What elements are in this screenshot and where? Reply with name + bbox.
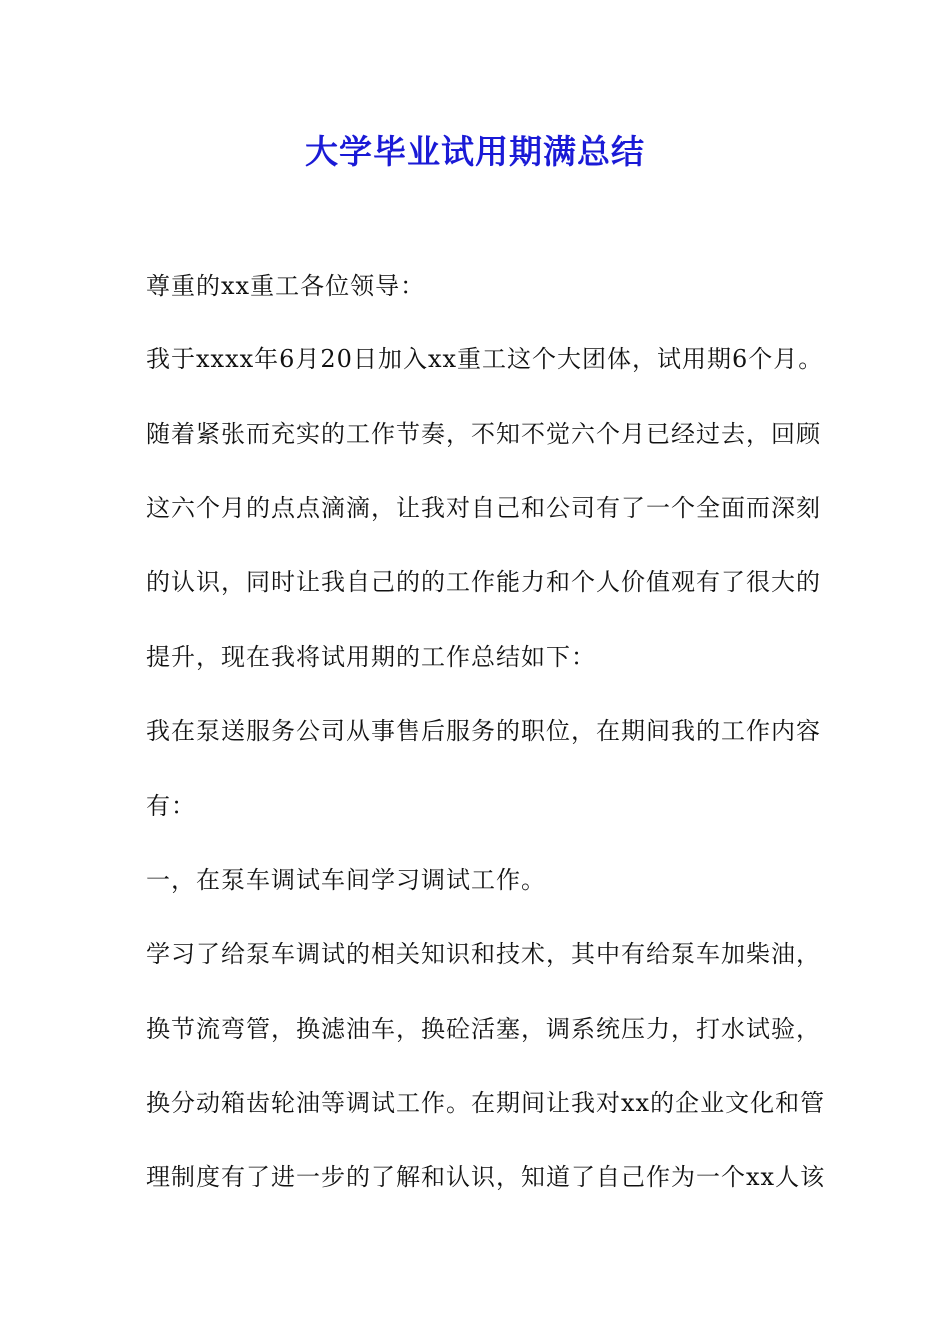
text-line: 有： xyxy=(146,792,196,820)
text-line: 我在泵送服务公司从事售后服务的职位，在期间我的工作内容 xyxy=(146,717,821,745)
text-line: 的认识，同时让我自己的的工作能力和个人价值观有了很大的 xyxy=(146,568,821,596)
text-line: 换节流弯管，换滤油车，换砼活塞，调系统压力，打水试验， xyxy=(146,1015,821,1043)
text-line: 学习了给泵车调试的相关知识和技术，其中有给泵车加柴油， xyxy=(146,940,821,968)
text-line-greeting: 尊重的xx重工各位领导： xyxy=(146,272,426,300)
text-line: 提升，现在我将试用期的工作总结如下： xyxy=(146,643,596,671)
text-line: 这六个月的点点滴滴，让我对自己和公司有了一个全面而深刻 xyxy=(146,494,821,522)
document-title: 大学毕业试用期满总结 xyxy=(305,132,645,171)
text-line: 换分动箱齿轮油等调试工作。在期间让我对xx的企业文化和管 xyxy=(146,1089,826,1117)
text-line-section-heading: 一，在泵车调试车间学习调试工作。 xyxy=(146,866,546,894)
text-line: 理制度有了进一步的了解和认识，知道了自己作为一个xx人该 xyxy=(146,1163,826,1191)
text-line: 随着紧张而充实的工作节奏，不知不觉六个月已经过去，回顾 xyxy=(146,420,821,448)
text-line: 我于xxxx年6月20日加入xx重工这个大团体，试用期6个月。 xyxy=(146,345,824,373)
